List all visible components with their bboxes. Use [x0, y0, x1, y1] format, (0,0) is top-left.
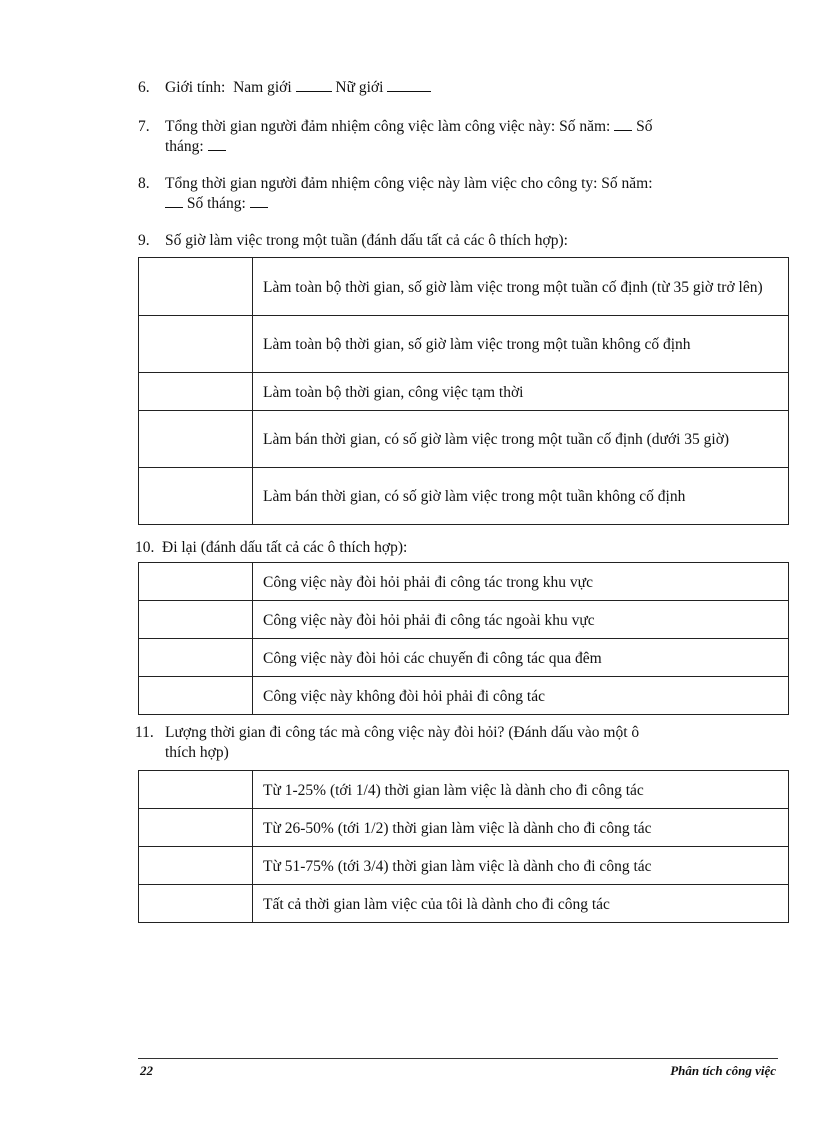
option-label: Từ 1-25% (tới 1/4) thời gian làm việc là dành cho đi công tác [253, 771, 789, 809]
table-row [139, 639, 789, 677]
question-number: 6. [138, 79, 150, 96]
months-label: tháng: [165, 138, 204, 155]
option-label: Từ 51-75% (tới 3/4) thời gian làm việc là dành cho đi công tác [253, 847, 789, 885]
table-row [139, 468, 789, 525]
question-11-text: Lượng thời gian đi công tác mà công việc này đòi hỏi? (Đánh dấu vào một ô [165, 724, 640, 741]
option-label: Công việc này đòi hỏi phải đi công tác ngoài khu vực [253, 601, 789, 639]
option-label: Làm toàn bộ thời gian, số giờ làm việc trong một tuần không cố định [253, 316, 789, 373]
months-blank[interactable] [208, 138, 226, 151]
checkbox-cell[interactable] [139, 258, 253, 316]
checkbox-cell[interactable] [139, 563, 253, 601]
male-label: Nam giới [233, 79, 292, 96]
option-label: Làm bán thời gian, có số giờ làm việc trong một tuần không cố định [253, 468, 789, 525]
checkbox-cell[interactable] [139, 639, 253, 677]
question-number: 11. [135, 724, 154, 741]
question-8-text: Tổng thời gian người đảm nhiệm công việc này làm việc cho công ty: Số năm: [165, 175, 653, 192]
table-row [139, 258, 789, 316]
checkbox-cell[interactable] [139, 411, 253, 468]
table-row [139, 373, 789, 411]
checkbox-cell[interactable] [139, 677, 253, 715]
years-blank[interactable] [614, 118, 632, 131]
option-label: Từ 26-50% (tới 1/2) thời gian làm việc là dành cho đi công tác [253, 809, 789, 847]
checkbox-cell[interactable] [139, 373, 253, 411]
table-row [139, 316, 789, 373]
option-label: Công việc này đòi hỏi các chuyến đi công tác qua đêm [253, 639, 789, 677]
question-7 [138, 117, 778, 157]
table-row [139, 809, 789, 847]
question-number: 8. [138, 175, 150, 192]
table-row [139, 847, 789, 885]
gender-label: Giới tính: [165, 79, 226, 96]
checkbox-cell[interactable] [139, 885, 253, 923]
checkbox-cell[interactable] [139, 316, 253, 373]
female-blank[interactable] [387, 79, 431, 92]
travel-table [138, 562, 789, 715]
checkbox-cell[interactable] [139, 601, 253, 639]
question-8 [138, 174, 778, 214]
checkbox-cell[interactable] [139, 809, 253, 847]
option-label: Công việc này không đòi hỏi phải đi công tác [253, 677, 789, 715]
travel-time-table [138, 770, 789, 923]
table-row [139, 563, 789, 601]
question-11 [135, 723, 775, 763]
months-label: Số tháng: [186, 195, 246, 212]
question-10-text: Đi lại (đánh dấu tất cả các ô thích hợp): [162, 539, 408, 556]
footer-divider [138, 1058, 778, 1059]
option-label: Làm bán thời gian, có số giờ làm việc trong một tuần cố định (dưới 35 giờ) [253, 411, 789, 468]
question-number: 9. [138, 232, 150, 249]
option-label: Tất cả thời gian làm việc của tôi là dành cho đi công tác [253, 885, 789, 923]
option-label: Làm toàn bộ thời gian, công việc tạm thời [253, 373, 789, 411]
months-blank[interactable] [250, 195, 268, 208]
question-number: 7. [138, 118, 150, 135]
question-number: 10. [135, 539, 155, 556]
years-blank[interactable] [165, 195, 183, 208]
male-blank[interactable] [296, 79, 332, 92]
question-7-text: Tổng thời gian người đảm nhiệm công việc làm công việc này: Số năm: [165, 118, 611, 135]
option-label: Công việc này đòi hỏi phải đi công tác trong khu vực [253, 563, 789, 601]
work-hours-table [138, 257, 789, 525]
female-label: Nữ giới [335, 79, 384, 96]
question-9-text: Số giờ làm việc trong một tuần (đánh dấu tất cả các ô thích hợp): [165, 232, 568, 249]
checkbox-cell[interactable] [139, 468, 253, 525]
running-footer-title: Phân tích công việc [670, 1063, 776, 1078]
table-row [139, 601, 789, 639]
table-row [139, 771, 789, 809]
checkbox-cell[interactable] [139, 847, 253, 885]
question-7-text-end: Số [636, 118, 653, 135]
option-label: Làm toàn bộ thời gian, số giờ làm việc trong một tuần cố định (từ 35 giờ trở lên) [253, 258, 789, 316]
table-row [139, 411, 789, 468]
page-number: 22 [140, 1063, 153, 1078]
question-11-text-cont: thích hợp) [165, 744, 229, 761]
table-row [139, 677, 789, 715]
table-row [139, 885, 789, 923]
checkbox-cell[interactable] [139, 771, 253, 809]
